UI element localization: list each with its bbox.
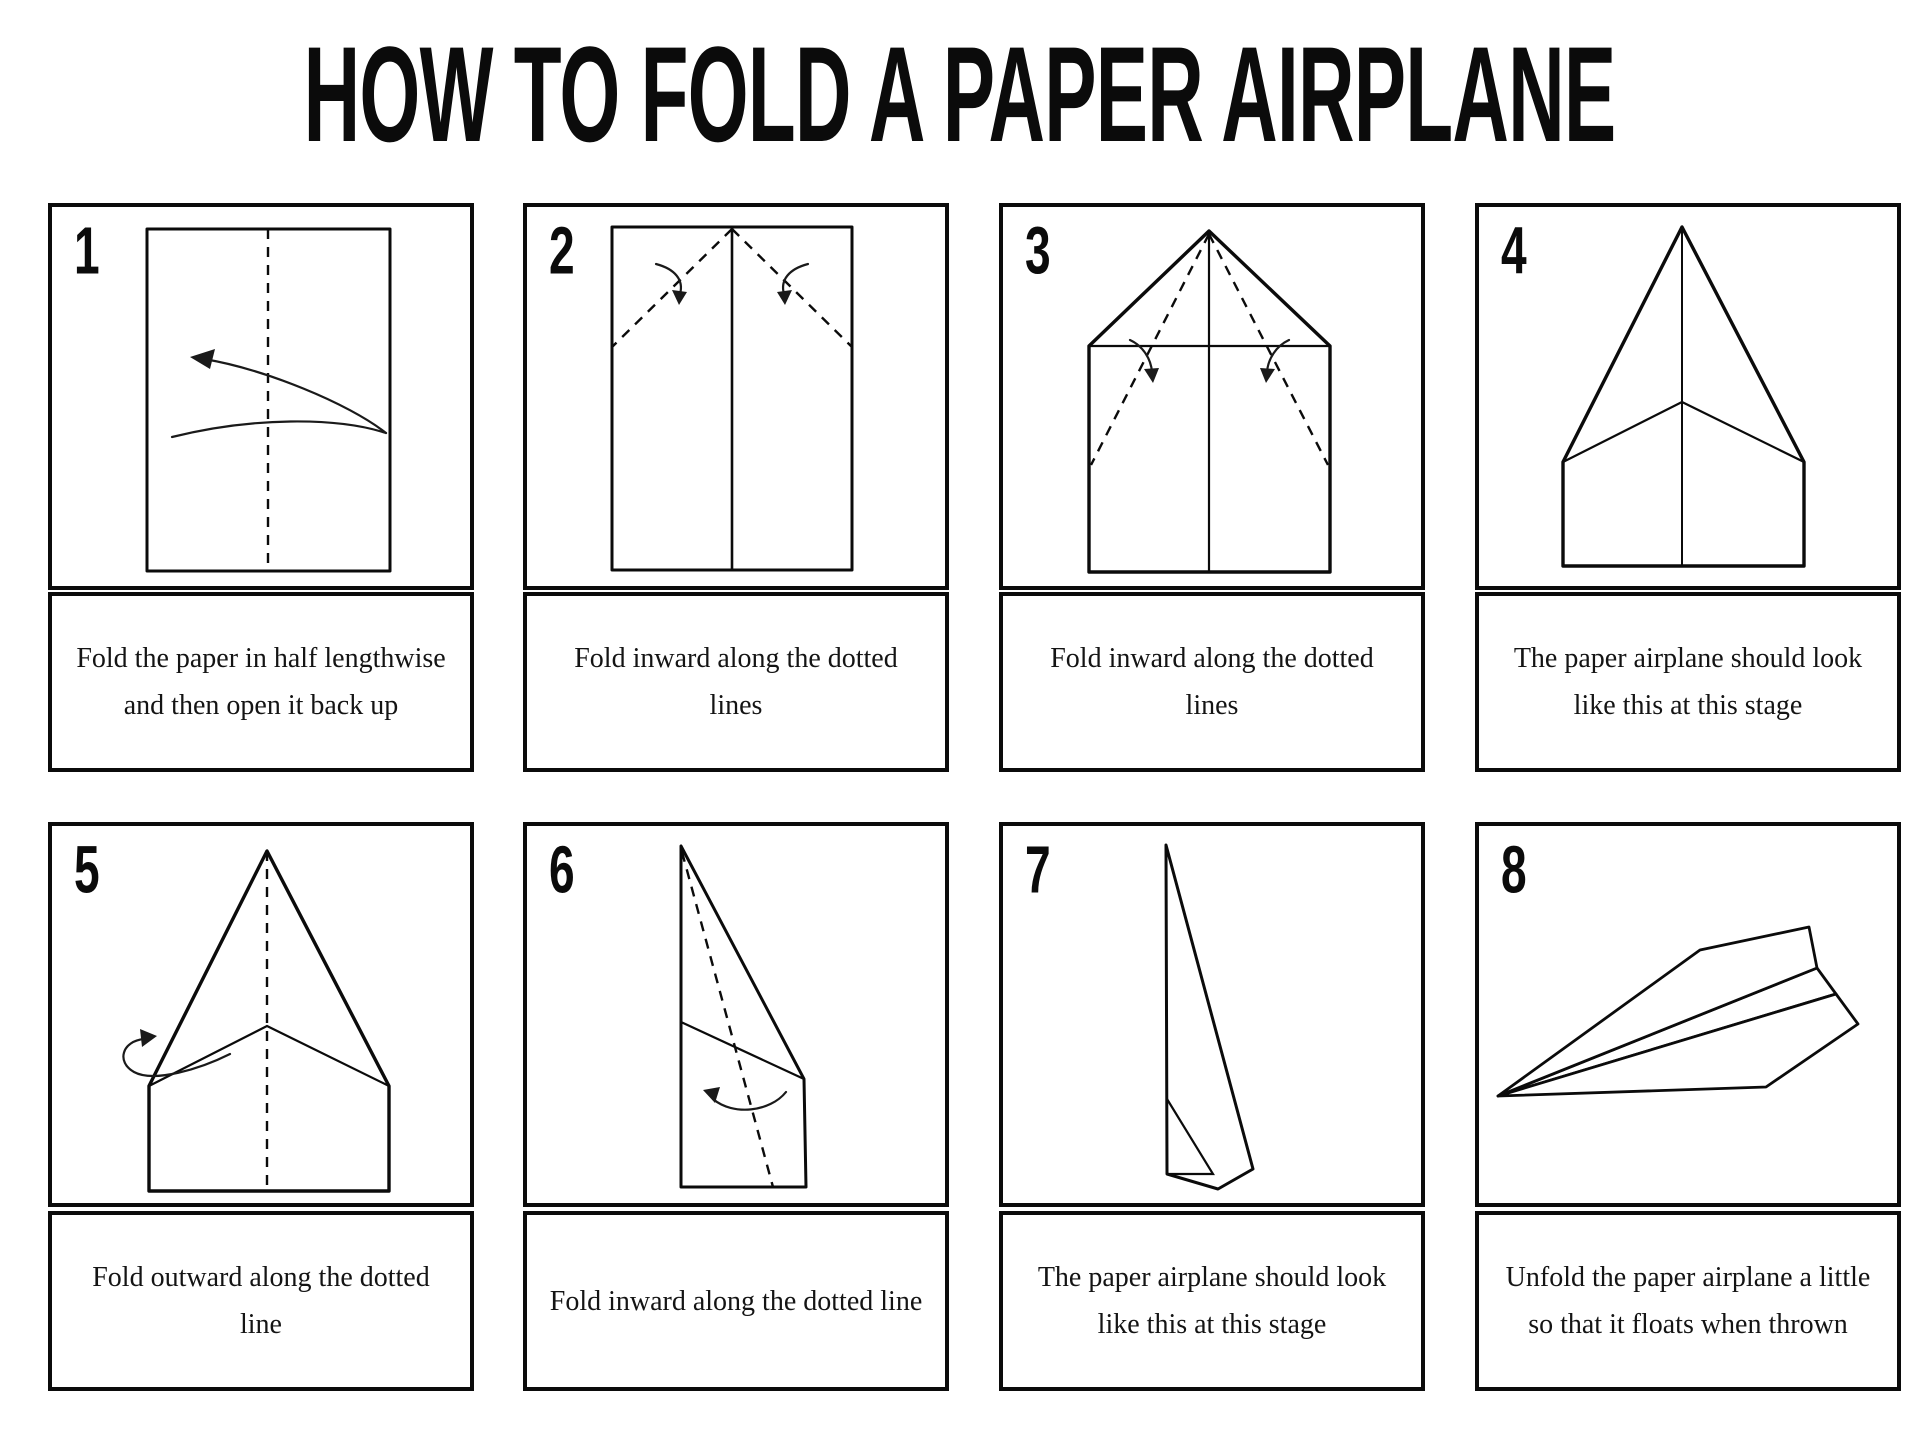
step-4-caption-box: [1475, 592, 1901, 772]
step-3-caption-box: [999, 592, 1425, 772]
step-panel-3: [999, 203, 1425, 772]
step-panel-7: [999, 822, 1425, 1391]
pointed-shape-chevron-icon: [1479, 207, 1897, 586]
step-6-caption-box: [523, 1211, 949, 1391]
step-8-caption-box: [1475, 1211, 1901, 1391]
step-caption: Fold inward along the dotted line: [549, 1285, 923, 1317]
step-caption: The paper airplane should look like this at this stage: [1513, 643, 1863, 721]
step-caption: Fold inward along the dotted lines: [1050, 643, 1374, 721]
step-2-diagram-box: [523, 203, 949, 590]
page-title-text: HOW TO FOLD A PAPER AIRPLANE: [304, 19, 1616, 171]
step-3-diagram-box: [999, 203, 1425, 590]
step-5-diagram-box: [48, 822, 474, 1207]
step-caption: Fold inward along the dotted lines: [574, 643, 898, 721]
step-8-diagram-box: [1475, 822, 1901, 1207]
folded-corners-fold-lines-icon: [1003, 207, 1421, 586]
step-2-caption-box: [523, 592, 949, 772]
step-7-caption-box: [999, 1211, 1425, 1391]
paper-diagonal-fold-lines-icon: [527, 207, 945, 586]
step-number: 3: [1025, 212, 1051, 289]
page-title: [0, 19, 1920, 171]
finished-paper-airplane-icon: [1479, 826, 1897, 1203]
step-number: 4: [1501, 212, 1527, 289]
step-number: 6: [549, 831, 575, 908]
step-7-diagram-box: [999, 822, 1425, 1207]
step-number: 8: [1501, 831, 1527, 908]
step-caption: Fold outward along the dotted line: [92, 1262, 430, 1340]
folded-plane-profile-icon: [1003, 826, 1421, 1203]
step-panel-8: [1475, 822, 1901, 1391]
half-folded-plane-fold-line-icon: [527, 826, 945, 1203]
step-panel-6: [523, 822, 949, 1391]
step-caption: Fold the paper in half lengthwise and then open it back up: [76, 643, 446, 721]
step-6-diagram-box: [523, 822, 949, 1207]
step-number: 2: [549, 212, 575, 289]
step-panel-4: [1475, 203, 1901, 772]
step-4-diagram-box: [1475, 203, 1901, 590]
step-caption: The paper airplane should look like this at this stage: [1037, 1262, 1387, 1340]
step-panel-1: [48, 203, 474, 772]
step-caption: Unfold the paper airplane a little so that it floats when thrown: [1505, 1262, 1871, 1340]
paper-center-crease-unfold-arrow-icon: [52, 207, 470, 586]
step-1-diagram-box: [48, 203, 474, 590]
step-number: 1: [74, 212, 100, 289]
pointed-shape-outward-fold-arrow-icon: [52, 826, 470, 1203]
step-5-caption-box: [48, 1211, 474, 1391]
step-number: 7: [1025, 831, 1051, 908]
step-panel-5: [48, 822, 474, 1391]
step-number: 5: [74, 831, 100, 908]
step-1-caption-box: [48, 592, 474, 772]
step-panel-2: [523, 203, 949, 772]
